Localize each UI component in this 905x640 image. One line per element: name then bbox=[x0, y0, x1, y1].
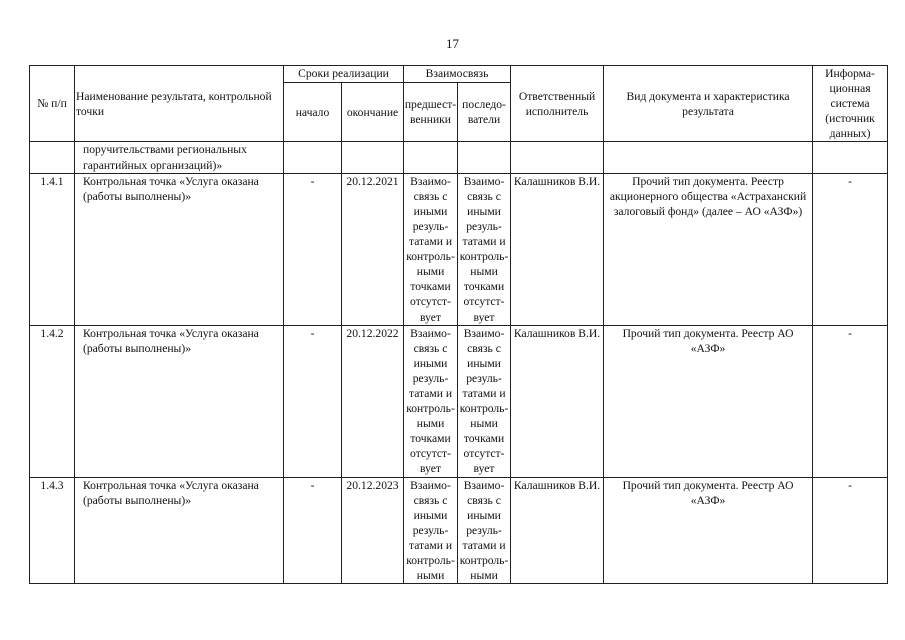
table-row bbox=[30, 325, 888, 477]
cell-start: - bbox=[284, 173, 342, 325]
cell-info: - bbox=[813, 173, 888, 325]
cell-successors: Взаимо-связь с иными резуль-татами и контроль-ными bbox=[458, 477, 511, 584]
cell-name: Контрольная точка «Услуга оказана (работы выполнены)» bbox=[75, 477, 284, 584]
cell-responsible: Калашников В.И. bbox=[511, 325, 604, 477]
cell-doc: Прочий тип документа. Реестр АО «АЗФ» bbox=[604, 325, 813, 477]
cell-predecessors: Взаимо-связь с иными резуль-татами и контроль-ными bbox=[404, 477, 458, 584]
cell-doc: Прочий тип документа. Реестр АО «АЗФ» bbox=[604, 477, 813, 584]
cell-end: 20.12.2021 bbox=[342, 173, 404, 325]
header-responsible: Ответственный исполнитель bbox=[511, 66, 604, 142]
cell-end: 20.12.2023 bbox=[342, 477, 404, 584]
header-links: Взаимосвязь bbox=[404, 66, 511, 83]
cell-doc: Прочий тип документа. Реестр акционерного общества «Астраханский залоговый фонд» (далее – АО «АЗФ») bbox=[604, 173, 813, 325]
cell-end: 20.12.2022 bbox=[342, 325, 404, 477]
cell-responsible: Калашников В.И. bbox=[511, 477, 604, 584]
header-num: № п/п bbox=[30, 66, 75, 142]
cell-predecessors: Взаимо-связь с иными резуль-татами и контроль-ными точками отсутст-вует bbox=[404, 173, 458, 325]
cell-successors: Взаимо-связь с иными резуль-татами и контроль-ными точками отсутст-вует bbox=[458, 325, 511, 477]
header-start: начало bbox=[284, 83, 342, 142]
table-row bbox=[30, 173, 888, 325]
cell-name: Контрольная точка «Услуга оказана (работы выполнены)» bbox=[75, 173, 284, 325]
cell-start: - bbox=[284, 325, 342, 477]
header-deadlines: Сроки реализации bbox=[284, 66, 404, 83]
header-doc-type: Вид документа и характеристика результата bbox=[604, 66, 813, 142]
cell-start: - bbox=[284, 477, 342, 584]
cell-predecessors: Взаимо-связь с иными резуль-татами и контроль-ными точками отсутст-вует bbox=[404, 325, 458, 477]
header-name: Наименование результата, контрольной точки bbox=[75, 66, 284, 142]
header-end: окончание bbox=[342, 83, 404, 142]
cell-num: 1.4.2 bbox=[30, 325, 75, 477]
header-info-system: Информа-ционная система (источник данных) bbox=[813, 66, 888, 142]
page-number: 17 bbox=[446, 36, 459, 51]
cell-info: - bbox=[813, 325, 888, 477]
cell-num: 1.4.1 bbox=[30, 173, 75, 325]
table-row-continuation bbox=[30, 142, 888, 173]
cell-name: Контрольная точка «Услуга оказана (работы выполнены)» bbox=[75, 325, 284, 477]
cell-responsible: Калашников В.И. bbox=[511, 173, 604, 325]
cell-info: - bbox=[813, 477, 888, 584]
plan-table bbox=[29, 65, 888, 584]
header-predecessors: предшест-венники bbox=[404, 83, 458, 142]
cell-name: поручительствами региональных гарантийных организаций)» bbox=[75, 142, 284, 173]
cell-successors: Взаимо-связь с иными резуль-татами и контроль-ными точками отсутст-вует bbox=[458, 173, 511, 325]
table-row bbox=[30, 477, 888, 584]
header-successors: последо-ватели bbox=[458, 83, 511, 142]
cell-num: 1.4.3 bbox=[30, 477, 75, 584]
